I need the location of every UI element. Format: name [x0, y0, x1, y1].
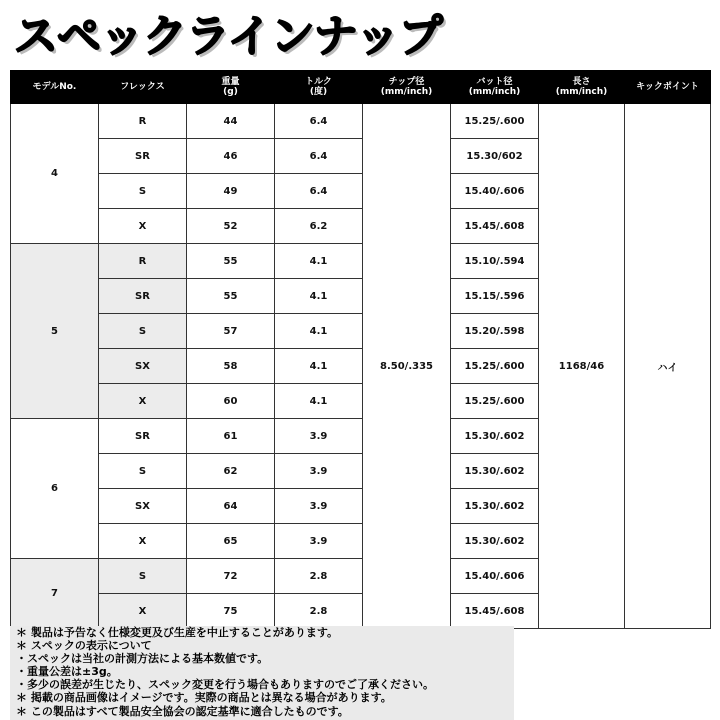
header-torque: トルク (度) [275, 71, 363, 104]
butt-cell: 15.40/.606 [451, 559, 539, 594]
weight-cell: 52 [187, 209, 275, 244]
weight-cell: 49 [187, 174, 275, 209]
flex-cell: S [99, 454, 187, 489]
header-flex: フレックス [99, 71, 187, 104]
page-title: スペックラインナップ [14, 11, 442, 62]
torque-cell: 6.4 [275, 139, 363, 174]
butt-cell: 15.30/.602 [451, 419, 539, 454]
butt-cell: 15.20/.598 [451, 314, 539, 349]
length-cell: 1168/46 [539, 104, 625, 629]
torque-cell: 4.1 [275, 384, 363, 419]
butt-cell: 15.10/.594 [451, 244, 539, 279]
weight-cell: 64 [187, 489, 275, 524]
butt-cell: 15.40/.606 [451, 174, 539, 209]
weight-cell: 44 [187, 104, 275, 139]
note-line: ・スペックは当社の計測方法による基本数値です。 [16, 652, 269, 666]
butt-cell: 15.45/.608 [451, 594, 539, 629]
table-row [11, 104, 711, 139]
flex-cell: SX [99, 349, 187, 384]
torque-cell: 4.1 [275, 244, 363, 279]
model-cell: 7 [11, 559, 99, 629]
header-weight: 重量 (g) [187, 71, 275, 104]
torque-cell: 2.8 [275, 559, 363, 594]
kick-cell: ハイ [625, 104, 711, 629]
torque-cell: 3.9 [275, 524, 363, 559]
butt-cell: 15.25/.600 [451, 349, 539, 384]
flex-cell: R [99, 244, 187, 279]
note-line: ＊ 製品は予告なく仕様変更及び生産を中止することがあります。 [16, 626, 338, 639]
flex-cell: S [99, 174, 187, 209]
flex-cell: X [99, 524, 187, 559]
header-kick: キックポイント [625, 71, 711, 104]
weight-cell: 58 [187, 349, 275, 384]
header-length: 長さ (mm/inch) [539, 71, 625, 104]
torque-cell: 3.9 [275, 489, 363, 524]
butt-cell: 15.25/.600 [451, 384, 539, 419]
butt-cell: 15.15/.596 [451, 279, 539, 314]
flex-cell: SR [99, 139, 187, 174]
header-row [11, 71, 711, 104]
butt-cell: 15.30/.602 [451, 454, 539, 489]
header-butt: バット径 (mm/inch) [451, 71, 539, 104]
torque-cell: 4.1 [275, 314, 363, 349]
model-cell: 6 [11, 419, 99, 559]
model-cell: 4 [11, 104, 99, 244]
flex-cell: R [99, 104, 187, 139]
torque-cell: 3.9 [275, 454, 363, 489]
weight-cell: 75 [187, 594, 275, 629]
note-line: ＊ この製品はすべて製品安全協会の認定基準に適合したものです。 [16, 704, 349, 718]
weight-cell: 61 [187, 419, 275, 454]
torque-cell: 6.4 [275, 174, 363, 209]
model-cell: 5 [11, 244, 99, 419]
butt-cell: 15.30/.602 [451, 524, 539, 559]
tip-cell: 8.50/.335 [363, 104, 451, 629]
spec-table [10, 70, 711, 629]
flex-cell: SR [99, 279, 187, 314]
weight-cell: 55 [187, 279, 275, 314]
header-model: モデルNo. [11, 71, 99, 104]
butt-cell: 15.25/.600 [451, 104, 539, 139]
flex-cell: SX [99, 489, 187, 524]
torque-cell: 2.8 [275, 594, 363, 629]
header-tip: チップ径 (mm/inch) [363, 71, 451, 104]
butt-cell: 15.30/602 [451, 139, 539, 174]
flex-cell: S [99, 559, 187, 594]
weight-cell: 57 [187, 314, 275, 349]
torque-cell: 4.1 [275, 279, 363, 314]
butt-cell: 15.45/.608 [451, 209, 539, 244]
torque-cell: 6.2 [275, 209, 363, 244]
weight-cell: 65 [187, 524, 275, 559]
note-line: ・重量公差は±3g。 [16, 665, 118, 679]
weight-cell: 46 [187, 139, 275, 174]
weight-cell: 72 [187, 559, 275, 594]
weight-cell: 62 [187, 454, 275, 489]
torque-cell: 3.9 [275, 419, 363, 454]
flex-cell: SR [99, 419, 187, 454]
weight-cell: 55 [187, 244, 275, 279]
flex-cell: X [99, 594, 187, 629]
torque-cell: 6.4 [275, 104, 363, 139]
note-line: ＊ スペックの表示について [16, 639, 152, 653]
notes-box [10, 626, 514, 720]
torque-cell: 4.1 [275, 349, 363, 384]
note-line: ＊ 掲載の商品画像はイメージです。実際の商品とは異なる場合があります。 [16, 691, 392, 705]
weight-cell: 60 [187, 384, 275, 419]
flex-cell: X [99, 209, 187, 244]
flex-cell: X [99, 384, 187, 419]
flex-cell: S [99, 314, 187, 349]
butt-cell: 15.30/.602 [451, 489, 539, 524]
note-line: ・多少の誤差が生じたり、スペック変更を行う場合もありますのでご了承ください。 [16, 678, 434, 692]
